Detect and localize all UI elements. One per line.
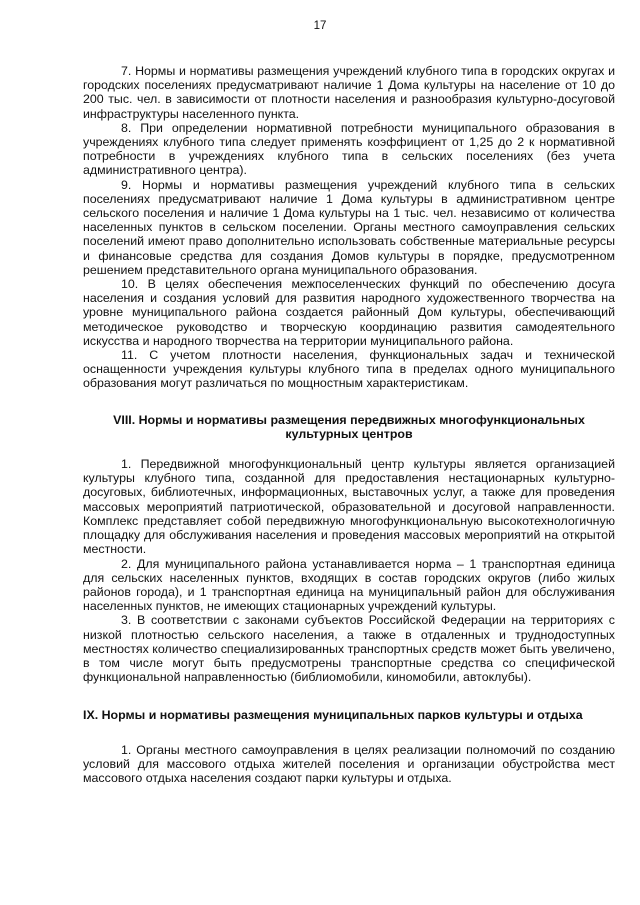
paragraph-9: 9. Нормы и нормативы размещения учреждений клубного типа в сельских поселениях предусматривают наличие 1 Дома культуры в административном центре сельского поселения и наличие 1 Дома культуры на 1 тыс. чел. независимо от количества населенных пунктов в сельском поселении. Органы местного самоуправления сельских поселений имеют право дополнительно использовать собственные материальные ресурсы и финансовые средства для создания Домов культуры в порядке, предусмотренном решением представительного органа муниципального образования. [83, 177, 615, 277]
section-ix-paragraph-1: 1. Органы местного самоуправления в целях реализации полномочий по созданию условий для массового отдыха жителей поселения и организации обустройства мест массового отдыха населения создают парки культуры и отдыха. [83, 742, 615, 785]
section-viii-paragraph-3: 3. В соответствии с законами субъектов Российской Федерации на территориях с низкой плотностью сельского населения, а также в отдаленных и труднодоступных местностях количество специализированных транспортных средств может быть увеличено, в том числе могут быть предусмотрены транспортные средства со специфической функциональной направленностью (библиомобили, киномобили, автоклубы). [83, 613, 615, 685]
section-viii-paragraph-2: 2. Для муниципального района устанавливается норма – 1 транспортная единица для сельских населенных пунктов, входящих в состав городских округов (либо жилых районов города), и 1 транспортная единица на муниципальный район для обслуживания населенных пунктов, не имеющих стационарных учреждений культуры. [83, 556, 615, 614]
paragraph-10: 10. В целях обеспечения межпоселенческих функций по обеспечению досуга населения и создания условий для развития народного художественного творчества на уровне муниципального района создается районный Дом культуры, обеспечивающий методическое руководство и творческую координацию развития самодеятельного искусства и народного творчества на территории муниципального района. [83, 277, 615, 348]
paragraph-7: 7. Нормы и нормативы размещения учреждений клубного типа в городских округах и городских поселениях предусматривают наличие 1 Дома культуры на население от 10 до 200 тыс. чел. в зависимости от плотности населения и разнообразия культурно-досуговой инфраструктуры населенного пункта. [83, 64, 615, 121]
section-heading-viii: VIII. Нормы и нормативы размещения передвижных многофункциональных культурных центров [113, 412, 585, 441]
section-heading-ix: IX. Нормы и нормативы размещения муниципальных парков культуры и отдыха [83, 708, 583, 723]
paragraph-8: 8. При определении нормативной потребности муниципального образования в учреждениях клубного типа следует применять коэффициент от 1,25 до 2 к нормативной потребности в учреждениях клубного типа в сельских поселениях (без учета административного центра). [83, 120, 615, 178]
document-body [83, 64, 615, 785]
page-number: 17 [313, 20, 327, 32]
section-viii-paragraph-1: 1. Передвижной многофункциональный центр культуры является организацией культуры клубного типа, созданной для предоставления нестационарных культурно-досуговых, библиотечных, информационных, выставочных услуг, а также для проведения массовых мероприятий патриотической, образовательной и досуговой направленности. Комплекс представляет собой передвижную многофункциональную высокотехнологичную площадку для обслуживания населения и проведения массовых мероприятий на открытой местности. [83, 457, 615, 557]
paragraph-11: 11. С учетом плотности населения, функциональных задач и технической оснащенности учреждения культуры клубного типа в пределах одного муниципального образования могут различаться по мощностным характеристикам. [83, 348, 615, 391]
